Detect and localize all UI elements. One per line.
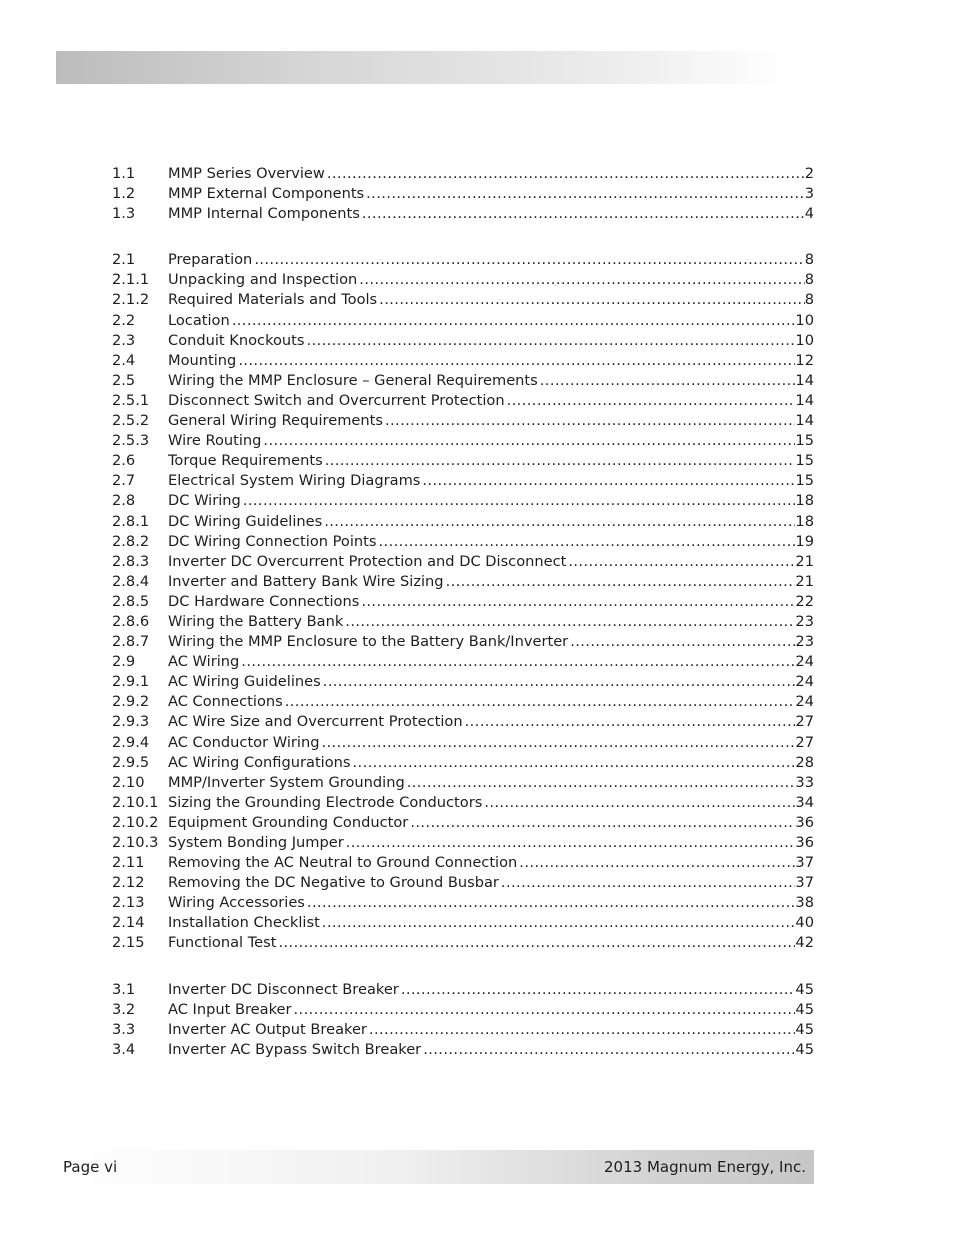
toc-entry-number: 3.3: [112, 1020, 136, 1038]
toc-dot-leader: [465, 712, 796, 732]
toc-entry-number: 2.1.1: [112, 271, 150, 289]
toc-entry[interactable]: [112, 1000, 814, 1020]
toc-entry-number: 2.1.2: [112, 291, 150, 309]
toc-dot-leader: [422, 471, 795, 491]
toc-entry-page: 10: [795, 331, 814, 349]
toc-entry[interactable]: [112, 311, 814, 331]
toc-entry[interactable]: [112, 853, 814, 873]
toc-entry-page: 10: [795, 311, 814, 329]
toc-entry-number: 2.8.3: [112, 552, 150, 570]
toc-entry[interactable]: [112, 753, 814, 773]
toc-entry-number: 2.7: [112, 472, 136, 490]
toc-entry-title: AC Input Breaker: [168, 1000, 292, 1018]
toc-entry-page: 21: [795, 552, 814, 570]
toc-dot-leader: [369, 1020, 796, 1040]
toc-entry-number: 2.3: [112, 331, 136, 349]
toc-entry-number: 1.3: [112, 205, 136, 223]
toc-entry-title: Electrical System Wiring Diagrams: [168, 472, 421, 490]
toc-entry-number: 2.10.3: [112, 834, 159, 851]
toc-entry-page: 27: [795, 733, 814, 751]
toc-entry-number: 2.9: [112, 653, 136, 671]
toc-entry[interactable]: [112, 184, 814, 204]
toc-entry[interactable]: [112, 471, 814, 491]
toc-entry-title: Location: [168, 311, 230, 329]
toc-dot-leader: [346, 833, 796, 853]
toc-entry-title: Unpacking and Inspection: [168, 271, 358, 289]
toc-entry[interactable]: [112, 592, 814, 612]
toc-dot-leader: [423, 1040, 795, 1060]
footer-copyright: 2013 Magnum Energy, Inc.: [604, 1158, 806, 1176]
toc-entry-number: 2.8.1: [112, 512, 150, 530]
toc-dot-leader: [353, 753, 796, 773]
toc-entry-number: 2.6: [112, 452, 136, 470]
toc-entry-page: 28: [795, 753, 814, 771]
toc-dot-leader: [324, 512, 795, 532]
toc-entry-title: AC Connections: [168, 693, 283, 711]
toc-dot-leader: [410, 813, 795, 833]
toc-dot-leader: [321, 733, 795, 753]
toc-entry-page: 40: [795, 914, 814, 932]
toc-entry-title: Installation Checklist: [168, 914, 320, 932]
toc-entry-page: 34: [795, 793, 814, 811]
toc-entry-number: 2.5.1: [112, 391, 150, 409]
toc-entry[interactable]: [112, 1020, 814, 1040]
toc-entry-page: 27: [795, 713, 814, 731]
toc-entry-page: 18: [795, 512, 814, 530]
toc-entry[interactable]: [112, 980, 814, 1000]
toc-entry[interactable]: [112, 391, 814, 411]
toc-entry-title: Inverter DC Overcurrent Protection and DC Disconnect: [168, 552, 567, 570]
toc-entry-page: 36: [795, 813, 814, 831]
toc-entry-page: 18: [795, 492, 814, 510]
toc-entry-title: Equipment Grounding Conductor: [168, 813, 409, 831]
toc-dot-leader: [307, 331, 796, 351]
toc-dot-leader: [325, 451, 796, 471]
toc-entry-title: AC Conductor Wiring: [168, 733, 320, 751]
toc-entry-page: 24: [795, 693, 814, 711]
toc-dot-leader: [362, 204, 805, 224]
toc-entry-number: 2.10.1: [112, 793, 159, 811]
toc-entry-title: MMP Internal Components: [168, 205, 360, 223]
toc-entry-page: 45: [795, 1000, 814, 1018]
toc-dot-leader: [327, 164, 805, 184]
toc-entry-title: Removing the AC Neutral to Ground Connection: [168, 854, 518, 872]
toc-entry[interactable]: [112, 451, 814, 471]
toc-entry-title: DC Wiring Guidelines: [168, 512, 323, 530]
toc-entry-page: 37: [795, 874, 814, 892]
toc-entry-number: 2.8.2: [112, 532, 150, 550]
toc-entry-title: Inverter and Battery Bank Wire Sizing: [168, 572, 444, 590]
toc-entry-title: Wiring the MMP Enclosure to the Battery Bank/Inverter: [168, 633, 569, 651]
toc-entry-number: 2.5: [112, 371, 136, 389]
toc-dot-leader: [366, 184, 805, 204]
toc-dot-leader: [278, 933, 795, 953]
toc-dot-leader: [379, 532, 796, 552]
toc-dot-leader: [241, 652, 795, 672]
toc-entry-page: 4: [804, 205, 814, 223]
toc-entry-title: Wiring the MMP Enclosure – General Requirements: [168, 371, 538, 389]
toc-entry[interactable]: [112, 270, 814, 290]
toc-entry[interactable]: [112, 532, 814, 552]
footer-page-number: Page vi: [63, 1158, 118, 1176]
toc-entry-title: Functional Test: [168, 934, 277, 952]
toc-entry-number: 2.14: [112, 914, 145, 932]
toc-dot-leader: [238, 351, 795, 371]
toc-entry[interactable]: [112, 793, 814, 813]
toc-dot-leader: [401, 980, 796, 1000]
toc-entry-number: 2.5.2: [112, 412, 150, 430]
toc-entry-title: AC Wiring Guidelines: [168, 673, 321, 691]
toc-entry[interactable]: [112, 1040, 814, 1060]
toc-entry-page: 14: [795, 371, 814, 389]
toc-entry-page: 14: [795, 391, 814, 409]
toc-entry-title: MMP External Components: [168, 185, 365, 203]
toc-entry[interactable]: [112, 164, 814, 184]
toc-entry-page: 38: [795, 894, 814, 912]
toc-entry[interactable]: [112, 512, 814, 532]
toc-entry[interactable]: [112, 371, 814, 391]
toc-entry-title: AC Wire Size and Overcurrent Protection: [168, 713, 463, 731]
toc-entry-number: 2.9.2: [112, 693, 150, 711]
toc-entry-title: DC Wiring Connection Points: [168, 532, 377, 550]
toc-entry-title: AC Wiring Configurations: [168, 753, 351, 771]
table-of-contents: [112, 164, 814, 1060]
toc-entry-title: Required Materials and Tools: [168, 291, 378, 309]
toc-entry-title: DC Wiring: [168, 492, 241, 510]
toc-entry-number: 3.1: [112, 980, 136, 998]
toc-dot-leader: [307, 893, 796, 913]
toc-entry-page: 24: [795, 653, 814, 671]
toc-entry-number: 2.10: [112, 773, 145, 791]
toc-entry-title: Sizing the Grounding Electrode Conductors: [168, 793, 483, 811]
toc-entry-number: 2.9.1: [112, 673, 150, 691]
toc-entry[interactable]: [112, 632, 814, 652]
toc-entry-number: 3.4: [112, 1040, 136, 1058]
toc-entry-title: System Bonding Jumper: [168, 834, 344, 851]
toc-group: [112, 980, 814, 1060]
page-footer: [56, 1150, 814, 1184]
toc-entry-page: 45: [795, 980, 814, 998]
toc-dot-leader: [484, 793, 795, 813]
toc-entry-page: 12: [795, 351, 814, 369]
toc-entry-page: 2: [804, 165, 814, 182]
toc-entry[interactable]: [112, 933, 814, 953]
toc-entry[interactable]: [112, 672, 814, 692]
toc-entry-title: MMP/Inverter System Grounding: [168, 773, 405, 791]
toc-entry-number: 2.15: [112, 934, 145, 952]
toc-entry[interactable]: [112, 612, 814, 632]
toc-entry-page: 8: [804, 251, 814, 269]
toc-entry-page: 23: [795, 633, 814, 651]
toc-entry[interactable]: [112, 873, 814, 893]
toc-entry-title: Inverter AC Bypass Switch Breaker: [168, 1040, 422, 1058]
toc-entry-page: 45: [795, 1020, 814, 1038]
toc-entry-number: 2.13: [112, 894, 145, 912]
toc-entry-page: 14: [795, 412, 814, 430]
toc-entry-number: 2.8.5: [112, 592, 150, 610]
toc-dot-leader: [540, 371, 796, 391]
toc-dot-leader: [243, 491, 796, 511]
toc-dot-leader: [507, 391, 796, 411]
toc-entry[interactable]: [112, 572, 814, 592]
toc-entry[interactable]: [112, 250, 814, 270]
toc-entry-page: 8: [804, 271, 814, 289]
toc-entry-title: Wire Routing: [168, 432, 262, 450]
toc-entry-number: 2.2: [112, 311, 136, 329]
toc-dot-leader: [519, 853, 795, 873]
toc-entry-title: Wiring Accessories: [168, 894, 305, 912]
toc-entry-page: 36: [795, 834, 814, 851]
toc-dot-leader: [359, 270, 804, 290]
toc-dot-leader: [379, 290, 805, 310]
toc-entry[interactable]: [112, 491, 814, 511]
toc-entry[interactable]: [112, 204, 814, 224]
toc-dot-leader: [345, 612, 795, 632]
toc-entry-title: General Wiring Requirements: [168, 412, 383, 430]
toc-entry[interactable]: [112, 552, 814, 572]
toc-group: [112, 250, 814, 953]
toc-dot-leader: [570, 632, 795, 652]
toc-dot-leader: [446, 572, 796, 592]
toc-entry-page: 15: [795, 472, 814, 490]
toc-entry-page: 21: [795, 572, 814, 590]
header-band: [56, 51, 790, 84]
toc-entry[interactable]: [112, 411, 814, 431]
toc-entry-number: 2.10.2: [112, 813, 159, 831]
toc-entry-title: DC Hardware Connections: [168, 592, 360, 610]
toc-entry-number: 2.9.4: [112, 733, 150, 751]
toc-dot-leader: [294, 1000, 796, 1020]
toc-entry[interactable]: [112, 913, 814, 933]
toc-entry[interactable]: [112, 893, 814, 913]
toc-entry[interactable]: [112, 833, 814, 853]
toc-entry-title: Inverter DC Disconnect Breaker: [168, 980, 399, 998]
toc-entry-page: 15: [795, 432, 814, 450]
toc-dot-leader: [361, 592, 795, 612]
toc-entry-page: 23: [795, 612, 814, 630]
toc-group: [112, 164, 814, 224]
toc-entry[interactable]: [112, 813, 814, 833]
toc-entry-number: 1.1: [112, 165, 136, 182]
toc-entry-page: 33: [795, 773, 814, 791]
toc-entry-page: 22: [795, 592, 814, 610]
toc-entry-page: 8: [804, 291, 814, 309]
toc-entry-number: 2.11: [112, 854, 145, 872]
toc-entry[interactable]: [112, 733, 814, 753]
toc-entry[interactable]: [112, 652, 814, 672]
toc-entry-number: 2.5.3: [112, 432, 150, 450]
toc-dot-leader: [285, 692, 796, 712]
toc-entry-number: 3.2: [112, 1000, 136, 1018]
toc-entry-number: 2.8.6: [112, 612, 150, 630]
toc-entry-title: AC Wiring: [168, 653, 240, 671]
toc-entry[interactable]: [112, 692, 814, 712]
toc-entry-page: 42: [795, 934, 814, 952]
toc-dot-leader: [407, 773, 796, 793]
toc-entry-title: Conduit Knockouts: [168, 331, 305, 349]
toc-entry-title: Disconnect Switch and Overcurrent Protection: [168, 391, 505, 409]
toc-dot-leader: [263, 431, 795, 451]
toc-dot-leader: [385, 411, 795, 431]
toc-dot-leader: [322, 913, 796, 933]
toc-entry[interactable]: [112, 331, 814, 351]
toc-entry[interactable]: [112, 290, 814, 310]
toc-entry-title: Wiring the Battery Bank: [168, 612, 344, 630]
toc-entry[interactable]: [112, 773, 814, 793]
toc-entry-page: 37: [795, 854, 814, 872]
toc-entry-title: Torque Requirements: [168, 452, 323, 470]
toc-entry[interactable]: [112, 351, 814, 371]
toc-dot-leader: [232, 311, 796, 331]
toc-entry-number: 2.9.5: [112, 753, 150, 771]
toc-entry-number: 2.8.4: [112, 572, 150, 590]
toc-entry-title: Preparation: [168, 251, 253, 269]
toc-entry[interactable]: [112, 712, 814, 732]
toc-entry-title: MMP Series Overview: [168, 165, 325, 182]
toc-dot-leader: [323, 672, 796, 692]
toc-entry-number: 1.2: [112, 185, 136, 203]
toc-entry-page: 19: [795, 532, 814, 550]
toc-entry-number: 2.12: [112, 874, 145, 892]
toc-entry-number: 2.9.3: [112, 713, 150, 731]
toc-entry-title: Mounting: [168, 351, 237, 369]
toc-entry-title: Removing the DC Negative to Ground Busbar: [168, 874, 499, 892]
toc-dot-leader: [568, 552, 795, 572]
toc-dot-leader: [501, 873, 796, 893]
toc-entry-number: 2.1: [112, 251, 136, 269]
toc-entry-page: 15: [795, 452, 814, 470]
toc-entry-number: 2.4: [112, 351, 136, 369]
toc-entry-page: 45: [795, 1040, 814, 1058]
toc-entry-number: 2.8.7: [112, 633, 150, 651]
toc-dot-leader: [254, 250, 804, 270]
toc-entry-page: 3: [804, 185, 814, 203]
toc-entry[interactable]: [112, 431, 814, 451]
toc-entry-title: Inverter AC Output Breaker: [168, 1020, 367, 1038]
toc-entry-number: 2.8: [112, 492, 136, 510]
toc-entry-page: 24: [795, 673, 814, 691]
